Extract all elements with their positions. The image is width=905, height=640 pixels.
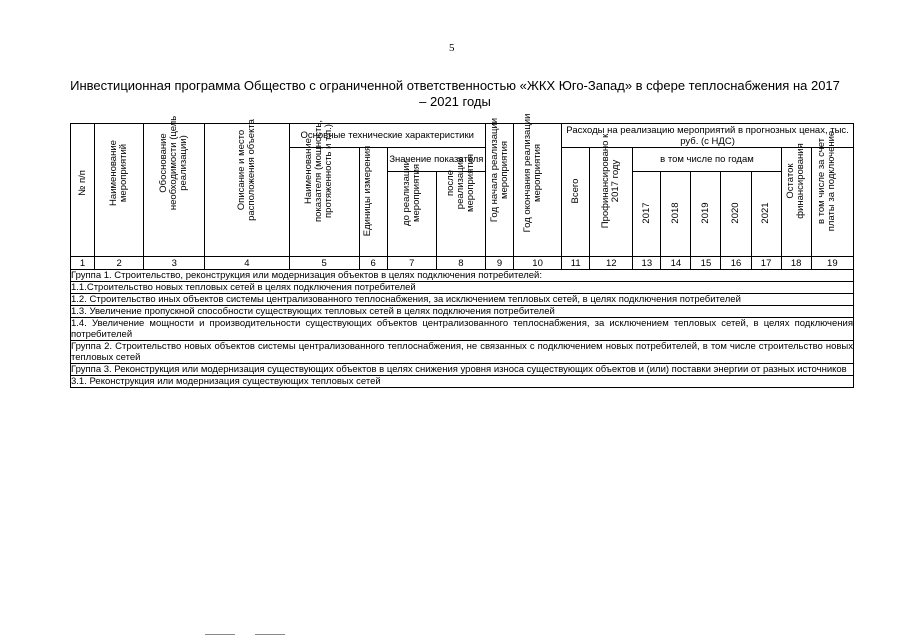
header-connection-fee: в том числе за счет платы за подключение (811, 148, 853, 257)
investment-program-table (70, 113, 854, 388)
subgroup-row: 1.4. Увеличение мощности и производительности существующих объектов централизованного теплоснабжения, за исключением тепловых сетей, в целях подключения потребителей (71, 318, 853, 340)
column-number: 11 (562, 257, 590, 270)
header-expenses-group: Расходы на реализацию мероприятий в прогнозных ценах, тыс. руб. (с НДС) (562, 124, 854, 148)
header-tech-group: Основные технические характеристики (289, 124, 485, 148)
column-number: 4 (205, 257, 289, 270)
column-number-row (71, 257, 854, 270)
column-number: 6 (359, 257, 387, 270)
scan-edge-mark (205, 634, 235, 635)
subgroup-row: 3.1. Реконструкция или модернизация существующих тепловых сетей (71, 376, 854, 388)
header-total: Всего (562, 148, 590, 257)
column-number: 3 (144, 257, 205, 270)
column-number: 18 (781, 257, 811, 270)
header-num: № п/п (71, 124, 95, 257)
column-number: 15 (691, 257, 721, 270)
group-row: Группа 2. Строительство новых объектов системы централизованного теплоснабжения, не связанных с подключением новых потребителей, в том числе строительство новых тепловых сетей (71, 341, 853, 363)
header-value-group: Значение показателя (387, 148, 485, 172)
column-number: 19 (811, 257, 853, 270)
header-after: после реализации мероприятия (436, 172, 485, 257)
scan-edge-mark (255, 634, 285, 635)
column-number: 17 (751, 257, 781, 270)
header-prefinanced: Профинансировано к 2017 году (590, 148, 633, 257)
column-number: 8 (436, 257, 485, 270)
header-indicator-name: Наименование показателя (мощность, протяженность и т.п.) (289, 148, 359, 257)
column-number: 16 (721, 257, 751, 270)
page-title: Инвестиционная программа Общество с ограниченной ответственностью «ЖКХ Юго-Запад» в сфере теплоснабжения на 2017 – 2021 годы (70, 78, 840, 109)
column-number: 13 (633, 257, 661, 270)
header-before: до реализации мероприятия (387, 172, 436, 257)
column-number: 9 (485, 257, 513, 270)
header-year-2020: 2020 (721, 172, 751, 257)
group-row: Группа 3. Реконструкция или модернизация существующих объектов в целях снижения уровня износа существующих объектов и (или) поставки энергии от разных источников (71, 364, 854, 376)
column-number: 1 (71, 257, 95, 270)
subgroup-row: 1.1.Строительство новых тепловых сетей в целях подключения потребителей (71, 282, 854, 294)
subgroup-row: 1.3. Увеличение пропускной способности существующих тепловых сетей в целях подключения потребителей (71, 306, 854, 318)
header-remainder: Остаток финансирования (781, 148, 811, 257)
header-name: Наименование мероприятий (95, 124, 144, 257)
header-unit: Единицы измерения (359, 148, 387, 257)
header-by-years: в том числе по годам (633, 148, 781, 172)
header-year-end: Год окончания реализации мероприятия (514, 124, 562, 257)
column-number: 2 (95, 257, 144, 270)
header-year-start: Год начала реализации мероприятия (485, 124, 513, 257)
page-number: 5 (449, 42, 455, 54)
header-year-2019: 2019 (691, 172, 721, 257)
header-year-2018: 2018 (661, 172, 691, 257)
column-number: 12 (590, 257, 633, 270)
column-number: 5 (289, 257, 359, 270)
column-number: 10 (514, 257, 562, 270)
column-number: 7 (387, 257, 436, 270)
header-description: Описание и место расположения объекта (205, 124, 289, 257)
header-year-2021: 2021 (751, 172, 781, 257)
group-row: Группа 1. Строительство, реконструкция или модернизация объектов в целях подключения потребителей: (71, 270, 854, 282)
header-justification: Обоснование необходимости (цель реализации) (144, 124, 205, 257)
subgroup-row: 1.2. Строительство иных объектов системы централизованного теплоснабжения, за исключением тепловых сетей, в целях подключения потребителей (71, 294, 854, 306)
column-number: 14 (661, 257, 691, 270)
header-year-2017: 2017 (633, 172, 661, 257)
